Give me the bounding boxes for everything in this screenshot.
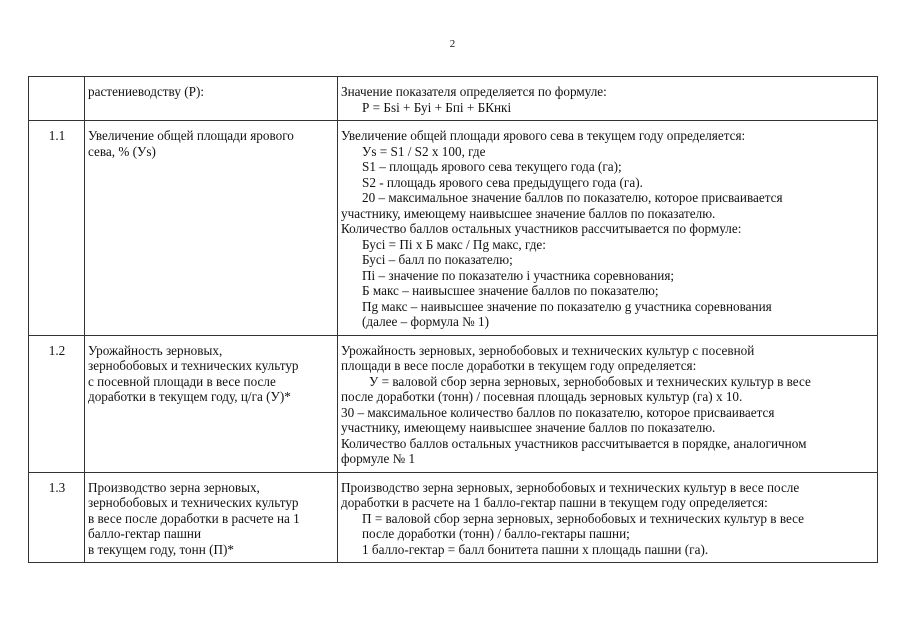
description-line: Количество баллов остальных участников рассчитывается по формуле: [341,221,742,236]
indicator-line: сева, % (Уs) [88,143,156,159]
description-line: 1 балло-гектар = балл бонитета пашни х площадь пашни (га). [362,541,709,557]
indicator-line: зернобобовых и технических культур [88,495,299,510]
indicator-line: доработки в текущем году, ц/га (У)* [88,389,291,404]
description-line: после доработки (тонн) / балло-гектары пашни; [362,526,630,541]
description-line: Бусi – балл по показателю; [362,252,513,267]
description-line: доработки в расчете на 1 балло-гектар пашни в текущем году определяется: [341,495,768,510]
description-line: У = валовой сбор зерна зерновых, зернобобовых и технических культур в весе [369,373,811,389]
page-number: 2 [449,38,456,50]
description-line: Урожайность зерновых, зернобобовых и технических культур с посевной [341,342,755,358]
indicator-line: Урожайность зерновых, [88,342,223,358]
criteria-table [28,76,878,563]
indicator-line: балло-гектар пашни [88,526,201,541]
indicator-cell [85,335,338,472]
description-line: Р = Бsi + Буi + Бпi + БКнкi [362,99,512,115]
indicator-line: с посевной площади в весе после [88,373,276,389]
description-line: Значение показателя определяется по формуле: [341,84,607,99]
description-line: формуле № 1 [341,451,416,466]
description-line: Бусi = Пi х Б макс / Пg макс, где: [362,236,546,252]
description-line: Б макс – наивысшее значение баллов по показателю; [362,283,659,298]
table-row [29,472,878,563]
indicator-cell [85,121,338,336]
description-line: (далее – формула № 1) [362,314,490,329]
description-line: 30 – максимальное количество баллов по показателю, которое присваивается [341,404,775,420]
description-line: Производство зерна зерновых, зернобобовых и технических культур в весе после [341,479,800,495]
criteria-table-body [29,77,878,563]
indicator-line: в текущем году, тонн (П)* [88,541,234,557]
indicator-cell [85,77,338,121]
description-line: участнику, имеющему наивысшее значение баллов по показателю. [341,420,716,435]
row-number-cell [29,77,85,121]
description-cell [338,472,878,563]
description-line: площади в весе после доработки в текущем году определяется: [341,358,697,373]
description-line: Количество баллов остальных участников рассчитывается в порядке, аналогичном [341,435,807,451]
row-number-cell: 1.2 [29,335,85,472]
indicator-line: растениеводству (Р): [88,84,205,99]
table-row [29,335,878,472]
description-line: S1 – площадь ярового сева текущего года (га); [362,159,622,174]
description-line: П = валовой сбор зерна зерновых, зернобобовых и технических культур в весе [362,510,805,526]
table-row [29,77,878,121]
indicator-line: в весе после доработки в расчете на 1 [88,510,300,526]
description-line: Увеличение общей площади ярового сева в текущем году определяется: [341,128,746,143]
description-cell [338,335,878,472]
description-line: Пg макс – наивысшее значение по показателю g участника соревнования [362,298,772,314]
description-line: S2 - площадь ярового сева предыдущего года (га). [362,174,643,190]
row-number-cell: 1.3 [29,472,85,563]
row-number-cell: 1.1 [29,121,85,336]
description-cell [338,121,878,336]
description-line: Уs = S1 / S2 х 100, где [362,143,486,159]
indicator-cell [85,472,338,563]
description-cell [338,77,878,121]
description-line: после доработки (тонн) / посевная площадь зерновых культур (га) х 10. [341,389,743,404]
indicator-line: Производство зерна зерновых, [88,479,260,495]
description-line: 20 – максимальное значение баллов по показателю, которое присваивается [362,190,783,205]
table-row [29,121,878,336]
indicator-line: Увеличение общей площади ярового [88,128,294,143]
description-line: Пi – значение по показателю i участника соревнования; [362,267,675,283]
indicator-line: зернобобовых и технических культур [88,358,299,373]
description-line: участнику, имеющему наивысшее значение баллов по показателю. [341,205,716,221]
